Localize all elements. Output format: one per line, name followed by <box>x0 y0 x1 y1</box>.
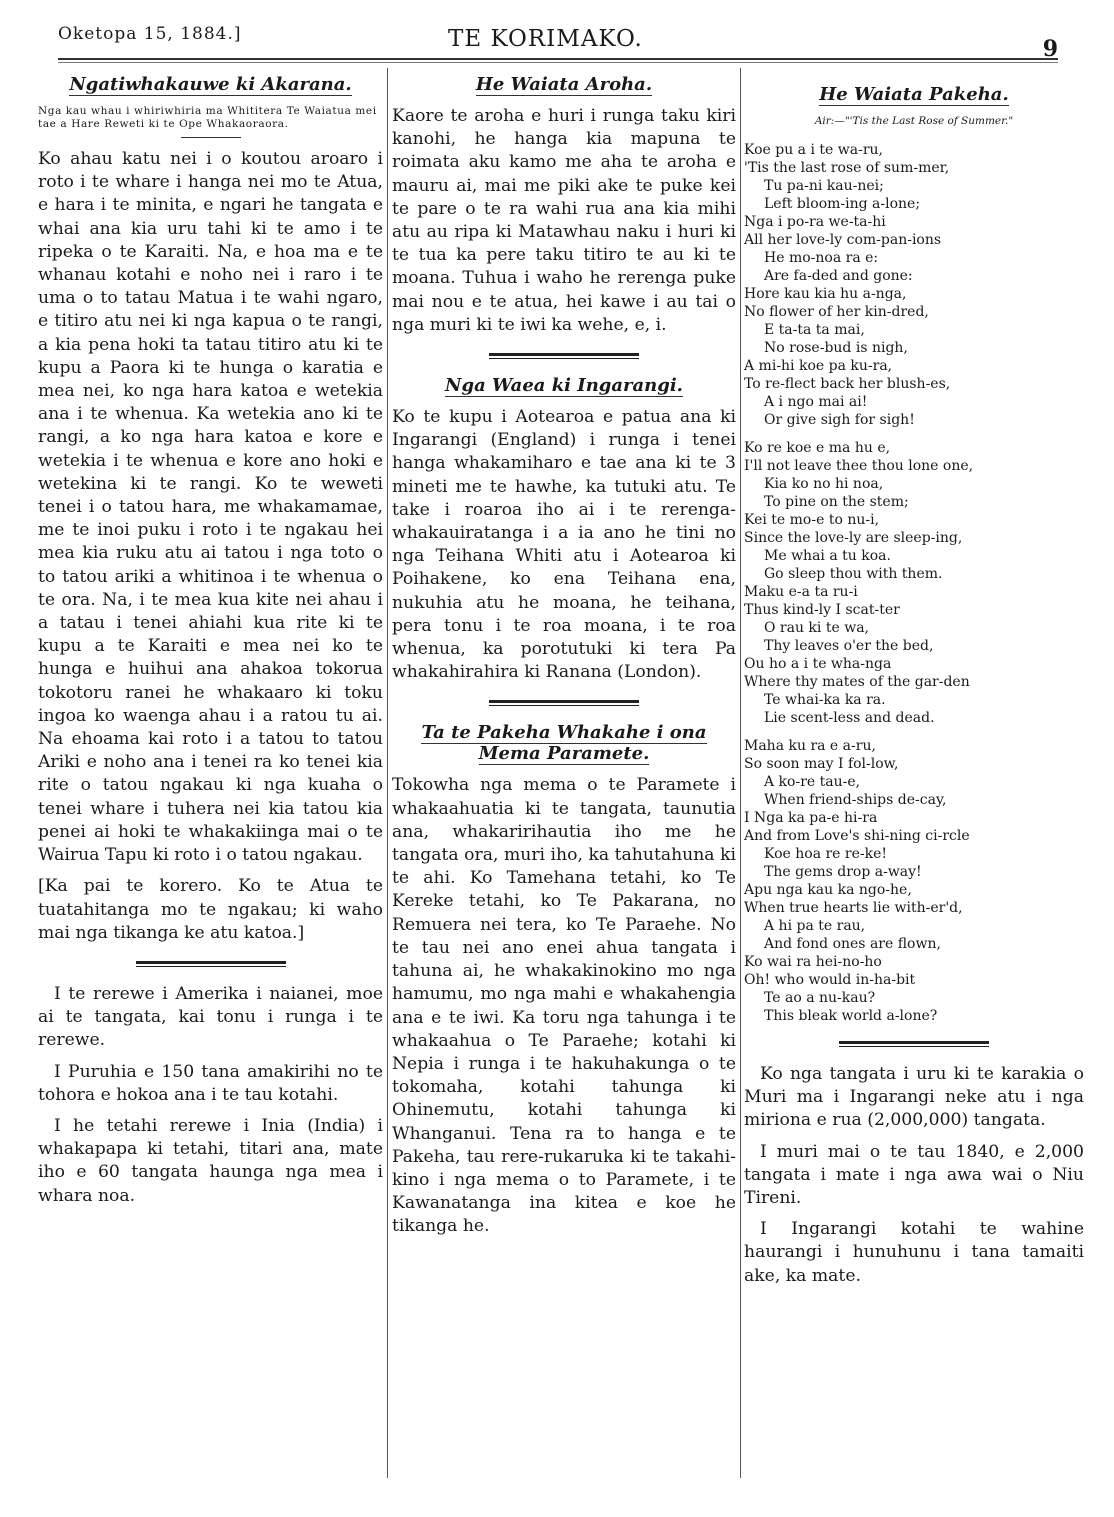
article-title: Ngatiwhakauwe ki Akarana. <box>69 74 352 95</box>
poem-line: When true hearts lie with-er'd, <box>744 900 963 916</box>
song-air: Air:—"'Tis the Last Rose of Summer." <box>814 115 1014 127</box>
section-rule <box>839 1041 989 1047</box>
poem-line: Or give sigh for sigh! <box>764 412 915 428</box>
poem-line: The gems drop a-way! <box>764 864 922 880</box>
poem-line: Ou ho a i te wha-nga <box>744 656 892 672</box>
poem-line: Are fa-ded and gone: <box>764 268 913 284</box>
column-divider <box>387 68 388 1478</box>
poem-line: Apu nga kau ka ngo-he, <box>744 882 912 898</box>
poem <box>744 141 1084 1025</box>
newspaper-title: TE KORIMAKO. <box>448 26 643 52</box>
column-right <box>744 68 1084 1288</box>
column-left <box>38 68 383 1208</box>
poem-line: He mo-noa ra e: <box>764 250 879 266</box>
poem-line: Where thy mates of the gar-den <box>744 674 970 690</box>
editor-note: [Ka pai te korero. Ko te Atua te tuatahitanga mo te ngakau; ki waho mai nga tikanga ke atu katoa.] <box>38 876 383 943</box>
masthead <box>58 18 1058 62</box>
issue-date: Oketopa 15, 1884.] <box>58 24 242 44</box>
poem-line: Since the love-ly are sleep-ing, <box>744 530 963 546</box>
stanza-break <box>744 727 1084 737</box>
poem-line: E ta-ta ta mai, <box>764 322 865 338</box>
article-title: Ta te Pakeha Whakahe i ona Mema Paramete. <box>421 722 707 765</box>
poem-line: Te whai-ka ka ra. <box>764 692 886 708</box>
poem-line: When friend-ships de-cay, <box>764 792 947 808</box>
section-rule <box>136 961 286 967</box>
poem-line: Koe pu a i te wa-ru, <box>744 142 883 158</box>
poem-line: A hi pa te rau, <box>764 918 866 934</box>
article-body: Kaore te aroha e huri i runga taku kiri kanohi, he hanga kia mapuna te roimata aku kamo me aha te aroha e mauru ai, mai me piki ake te puke kei te pare o te ra wahi rua ana kia mihi atu au ripa ki Matawhau naku i huri ki te tua ka pere taku titiro te au ki te moana. Tuhua i waho he rerenga puke mai nou e te atua, hei kawe i au tai o nga muri ki te iwi ka wehe, e, i. <box>392 106 736 335</box>
section-rule <box>489 700 639 706</box>
poem-line: Thus kind-ly I scat-ter <box>744 602 900 618</box>
article-title: He Waiata Pakeha. <box>819 84 1009 105</box>
masthead-rule-thin <box>58 62 1058 63</box>
poem-line: Kia ko no hi noa, <box>764 476 884 492</box>
poem-line: I'll not leave thee thou lone one, <box>744 458 974 474</box>
poem-line: A ko-re tau-e, <box>764 774 861 790</box>
poem-line: To re-flect back her blush-es, <box>744 376 951 392</box>
news-item: I Puruhia e 150 tana amakirihi no te tohora e hokoa ana i te tau kotahi. <box>38 1061 383 1105</box>
poem-line: Koe hoa re re-ke! <box>764 846 888 862</box>
poem-line: I Nga ka pa-e hi-ra <box>744 810 878 826</box>
poem-line: Ko wai ra hei-no-ho <box>744 954 882 970</box>
article-subtitle: Nga kau whau i whiriwhiria ma Whititera Te Waiatua mei tae a Hare Reweti ki te Ope Whakaoraora. <box>38 105 377 130</box>
poem-line: Lie scent-less and dead. <box>764 710 935 726</box>
poem-line: This bleak world a-lone? <box>764 1008 938 1024</box>
news-item: I te rerewe i Amerika i naianei, moe ai te tangata, kai tonu i runga i te rerewe. <box>38 983 383 1051</box>
section-rule <box>489 353 639 359</box>
short-rule <box>181 137 241 138</box>
poem-line: O rau ki te wa, <box>764 620 869 636</box>
article-body: Ko ahau katu nei i o koutou aroaro i roto i te whare i hanga nei mo te Atua, e hara i te minita, e ngari he tangata e whai ana kia uru tahi ki te amo i te ripeka o te Karaiti. Na, e hoa ma e te whanau kotahi e noho nei i raro i te uma o to tatau Matua i te wahi ngaro, e titiro atu nei ki nga kapua o te rangi, a kia pena hoki ta tatau titiro atu ki te kupu a Paora ki te hunga o karatia e mea nei, ko nga hara katoa e wetekia ana i te whenua. Ka wetekia ano ki te rangi, a ko nga hara katoa e kore e wetekia i te whenua e kore ano hoki e wetekina ki te rangi. Ko te weweti tenei i o tatou hara, me whakamamae, me te inoi puku i roto i te ngakau hei mea kia ruku atu ai tatou i nga toto o to tatou ariki a whitinoa i te whenua o te ora. Na, i te mea kua kite nei ahau i a tatau i tenei ahiahi kua rite ki te kupu a te Karaiti e mea nei ko te hunga e huihui ana ahakoa tokorua tokotoru ranei he whakaaro ki toku ingoa ko waenga ahau i a ratou tu ai. Na ehoama kai roto i a tatou to tatou Ariki e noho ana i tenei ra ko tenei kia rite o tatou ngakau ki nga kuaha o tenei whare i tuhera nei kia tatou kia penei ai hoki te whakakiinga mai o te Wairua Tapu ki roto i o tatou ngakau. <box>38 149 383 866</box>
article-body: Tokowha nga mema o te Paramete i whakaahuatia ki te tangata, taunutia ana, whakaririhautia iho me he tangata ora, muri iho, ka tahutahuna ki te ahi. Ko Tamehana tetahi, ko Te Kereke tetahi, ko Te Pakarana, no Remuera nei tera, ko Te Paraehe. No te tau nei ano enei ahua tangata i tahuna ai, he whakakinokino mo nga hamumu, mo nga mahi e whakahengia ana e te iwi. Ka toru nga tahunga i te whakaahua o Te Paraehe; kotahi ki Nepia i runga i te hakuhakunga o te tokomaha, kotahi tahunga ki Ohinemutu, kotahi tahunga ki Whanganui. Tena ra to hanga e te Pakeha, tau rere-rukaruka ki te takahi-kino i nga mema o to Paramete, i te Kawanatanga ina kitea e koe he tikanga he. <box>392 775 736 1237</box>
poem-line: Go sleep thou with them. <box>764 566 943 582</box>
poem-line: Maha ku ra e a-ru, <box>744 738 876 754</box>
news-item: I Ingarangi kotahi te wahine haurangi i hunuhunu i tana tamaiti ake, ka mate. <box>744 1219 1084 1286</box>
poem-line: Ko re koe e ma hu e, <box>744 440 891 456</box>
column-middle <box>392 68 736 1239</box>
poem-line: No rose-bud is nigh, <box>764 340 908 356</box>
masthead-rule <box>58 58 1058 60</box>
page-number: 9 <box>1042 36 1058 62</box>
poem-line: Maku e-a ta ru-i <box>744 584 858 600</box>
poem-line: 'Tis the last rose of sum-mer, <box>744 160 950 176</box>
poem-line: So soon may I fol-low, <box>744 756 899 772</box>
poem-line: A mi-hi koe pa ku-ra, <box>744 358 893 374</box>
poem-line: Oh! who would in-ha-bit <box>744 972 916 988</box>
poem-line: Nga i po-ra we-ta-hi <box>744 214 886 230</box>
poem-line: Left bloom-ing a-lone; <box>764 196 921 212</box>
news-item: I muri mai o te tau 1840, e 2,000 tangata i mate i nga awa wai o Niu Tireni. <box>744 1141 1084 1209</box>
column-divider <box>740 68 741 1478</box>
poem-line: A i ngo mai ai! <box>764 394 868 410</box>
poem-line: Kei te mo-e to nu-i, <box>744 512 880 528</box>
poem-line: And fond ones are flown, <box>764 936 941 952</box>
poem-line: Thy leaves o'er the bed, <box>764 638 934 654</box>
poem-line: All her love-ly com-pan-ions <box>744 232 942 248</box>
poem-line: And from Love's shi-ning ci-rcle <box>744 828 970 844</box>
poem-line: To pine on the stem; <box>764 494 909 510</box>
article-title: Nga Waea ki Ingarangi. <box>445 375 683 397</box>
poem-line: Hore kau kia hu a-nga, <box>744 286 907 302</box>
poem-line: No flower of her kin-dred, <box>744 304 929 320</box>
poem-line: Me whai a tu koa. <box>764 548 891 564</box>
news-item: I he tetahi rerewe i Inia (India) i whakapapa ki tetahi, titari ana, mate iho e 60 tangata haunga nga mea i whara noa. <box>38 1115 383 1206</box>
poem-line: Tu pa-ni kau-nei; <box>764 178 884 194</box>
stanza-break <box>744 429 1084 439</box>
article-body: Ko te kupu i Aotearoa e patua ana ki Ingarangi (England) i runga i tenei hanga whakamiharo e tae ana ki te 3 mineti me te hawhe, ka tutuki atu. Te take i roaroa iho ai i te rerenga-whakauiratanga i a ia ano he tini no nga Teihana Whiti atu i Aotearoa ki Poihakene, ko ena Teihana ena, nukuhia atu he moana, he teihana, pera tonu i te roa moana, i te roa whenua, ka porotutuki ki tera Pa whakahirahira ki Ranana (London). <box>392 407 736 683</box>
article-title: He Waiata Aroha. <box>475 74 653 95</box>
poem-line: Te ao a nu-kau? <box>764 990 876 1006</box>
news-item: Ko nga tangata i uru ki te karakia o Muri ma i Ingarangi neke atu i nga miriona e rua (2,000,000) tangata. <box>744 1064 1084 1131</box>
